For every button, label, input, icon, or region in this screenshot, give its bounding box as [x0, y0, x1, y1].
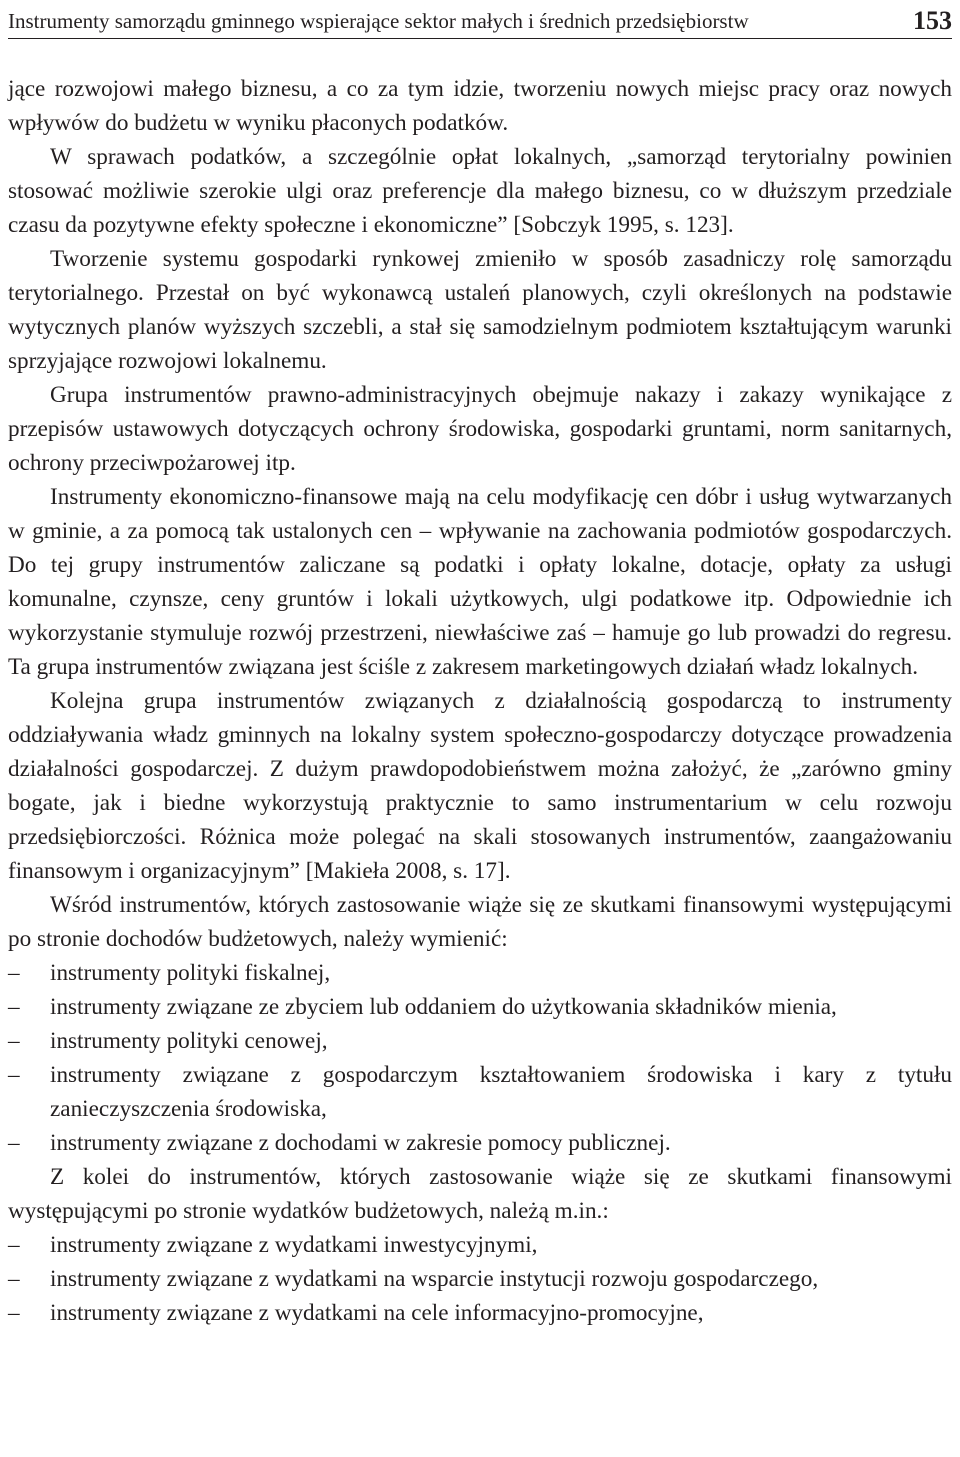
paragraph: W sprawach podatków, a szczególnie opłat lokalnych, „samorząd terytorialny powinien stosować możliwie szerokie ulgi oraz preferencje dla małego biznesu, co w dłuższym przedziale czasu da pozytywne efekty społeczne i ekonomiczne” [Sobczyk 1995, s. 123]. — [8, 144, 952, 238]
list-marker: – — [8, 1300, 20, 1326]
paragraph: Wśród instrumentów, których zastosowanie wiąże się ze skutkami finansowymi występującymi po stronie dochodów budżetowych, należy wymienić: — [8, 892, 952, 952]
list-marker: – — [8, 1266, 20, 1292]
list-item — [8, 1058, 952, 1126]
list-item — [8, 1228, 952, 1262]
paragraph: jące rozwojowi małego biznesu, a co za tym idzie, tworzeniu nowych miejsc pracy oraz nowych wpływów do budżetu w wyniku płaconych podatków. — [8, 76, 952, 136]
list-item-text: instrumenty związane z wydatkami na wsparcie instytucji rozwoju gospodarczego, — [50, 1266, 819, 1292]
page-header — [8, 4, 952, 39]
paragraph: Tworzenie systemu gospodarki rynkowej zmieniło w sposób zasadniczy rolę samorządu terytorialnego. Przestał on być wykonawcą ustaleń planowych, czyli określonych na podstawie wytycznych planów wyższych szczebli, a stał się samodzielnym podmiotem kształtującym warunki sprzyjające rozwojowi lokalnemu. — [8, 246, 952, 374]
list-marker: – — [8, 1028, 20, 1054]
paragraph: Z kolei do instrumentów, których zastosowanie wiąże się ze skutkami finansowymi występującymi po stronie wydatków budżetowych, należą m.in.: — [8, 1164, 952, 1224]
list-item-text: instrumenty związane ze zbyciem lub oddaniem do użytkowania składników mienia, — [50, 994, 837, 1020]
list-item — [8, 1262, 952, 1296]
list-item-text: instrumenty związane z wydatkami inwestycyjnymi, — [50, 1232, 538, 1258]
paragraph: Kolejna grupa instrumentów związanych z działalnością gospodarczą to instrumenty oddziaływania władz gminnych na lokalny system społeczno-gospodarczy dotyczące prowadzenia działalności gospodarczej. Z dużym prawdopodobieństwem można założyć, że „zarówno gminy bogate, jak i biedne wykorzystują praktycznie to samo instrumentarium w celu rozwoju przedsiębiorczości. Różnica może polegać na skali stosowanych instrumentów, zaangażowaniu finansowym i organizacyjnym” [Makieła 2008, s. 17]. — [8, 688, 952, 884]
paragraph: Grupa instrumentów prawno-administracyjnych obejmuje nakazy i zakazy wynikające z przepisów ustawowych dotyczących ochrony środowiska, gospodarki gruntami, norm sanitarnych, ochrony przeciwpożarowej itp. — [8, 382, 952, 476]
list-marker: – — [8, 960, 20, 986]
paragraph: Instrumenty ekonomiczno-finansowe mają na celu modyfikację cen dóbr i usług wytwarzanych w gminie, a za pomocą tak ustalonych cen – wpływanie na zachowania podmiotów gospodarczych. Do tej grupy instrumentów zaliczane są podatki i opłaty lokalne, dotacje, opłaty za usługi komunalne, czynsze, ceny gruntów i lokali użytkowych, ulgi podatkowe itp. Odpowiednie ich wykorzystanie stymuluje rozwój przestrzeni, niewłaściwe zaś – hamuje go lub prowadzi do regresu. Ta grupa instrumentów związana jest ściśle z zakresem marketingowych działań władz lokalnych. — [8, 484, 952, 680]
list-item-text: instrumenty związane z gospodarczym kształtowaniem środowiska i kary z tytułu zanieczyszczenia środowiska, — [50, 1062, 952, 1122]
expense-instruments-list — [8, 1228, 952, 1330]
list-item — [8, 956, 952, 990]
list-item — [8, 990, 952, 1024]
list-item — [8, 1296, 952, 1330]
list-item-text: instrumenty związane z dochodami w zakresie pomocy publicznej. — [50, 1130, 671, 1156]
list-item — [8, 1024, 952, 1058]
list-item-text: instrumenty polityki fiskalnej, — [50, 960, 331, 986]
list-item-text: instrumenty związane z wydatkami na cele informacyjno-promocyjne, — [50, 1300, 704, 1326]
page-body — [8, 72, 952, 1330]
list-item — [8, 1126, 952, 1160]
list-item-text: instrumenty polityki cenowej, — [50, 1028, 328, 1054]
list-marker: – — [8, 994, 20, 1020]
list-marker: – — [8, 1232, 20, 1258]
page-number: 153 — [913, 6, 952, 35]
running-head: Instrumenty samorządu gminnego wspierające sektor małych i średnich przedsiębiorstw — [8, 8, 749, 33]
list-marker: – — [8, 1062, 20, 1088]
income-instruments-list — [8, 956, 952, 1160]
list-marker: – — [8, 1130, 20, 1156]
